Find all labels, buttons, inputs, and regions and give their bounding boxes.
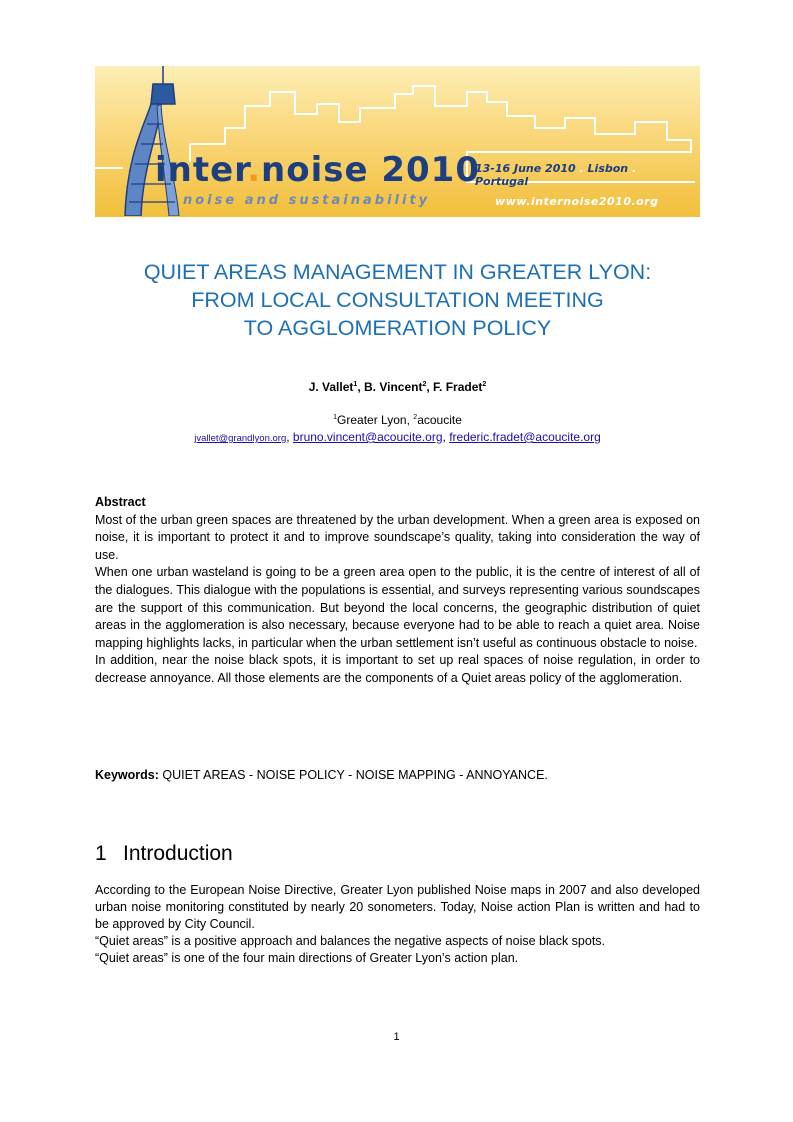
author-list: J. Vallet$^1$, B. Vincent$^2$, F. Fradet$^2$ xyxy=(308,380,487,394)
conference-logo xyxy=(155,150,480,190)
conference-country: Portugal xyxy=(475,175,529,188)
page-number: 1 xyxy=(393,1031,400,1043)
affil-1-marker: 1 xyxy=(333,414,338,421)
intro-paragraph-1: According to the European Noise Directive, Greater Lyon published Noise maps in 2007 and also developed urban noise monitoring constituted by nearly 20 sonometers. Today, Noise action Plan is written and had to be approved by City Council. xyxy=(95,883,700,931)
intro-paragraph-3: “Quiet areas” is one of the four main directions of Greater Lyon’s action plan. xyxy=(95,951,519,965)
author-2: B. Vincent xyxy=(363,380,423,394)
author-3-affiliation: 2 xyxy=(482,381,487,388)
abstract-paragraph-1: Most of the urban green spaces are threatened by the urban development. When a green area is exposed on noise, it is important to protect it and to improve soundscape’s quality, taking into consideration the way of use. xyxy=(95,512,700,562)
email-list: jvallet@grandlyon.org, bruno.vincent@acoucite.org, frederic.fradet@acoucite.org xyxy=(194,430,601,444)
conference-date: 13-16 June 2010 xyxy=(475,162,576,175)
section-heading xyxy=(95,842,233,866)
affil-2: acoucite xyxy=(417,413,462,427)
conference-url: www.internoise2010.org xyxy=(495,195,659,208)
intro-paragraph-2: “Quiet areas” is a positive approach and balances the negative aspects of noise black spots. xyxy=(95,934,606,948)
author-2-affiliation: 2 xyxy=(422,381,427,388)
affil-1: Greater Lyon, xyxy=(337,413,414,427)
author-1-affiliation: 1 xyxy=(353,381,358,388)
keywords-text: QUIET AREAS - NOISE POLICY - NOISE MAPPING - ANNOYANCE. xyxy=(158,768,548,782)
email-link-2[interactable]: bruno.vincent@acoucite.org xyxy=(292,430,443,444)
author-3: F. Fradet xyxy=(433,380,483,394)
tower-icon xyxy=(115,66,187,216)
paper-title xyxy=(95,258,700,342)
abstract-paragraph-3: In addition, near the noise black spots, it is important to set up real spaces of noise regulation, in order to decrease annoyance. All those elements are the components of a Quiet areas policy of the agglomeration. xyxy=(95,653,700,685)
logo-noise-text: noise 2010 xyxy=(261,150,480,190)
keywords xyxy=(95,768,700,782)
author-1: J. Vallet xyxy=(308,380,354,394)
logo-dot: . xyxy=(247,150,262,190)
email-link-3[interactable]: frederic.fradet@acoucite.org xyxy=(449,430,601,444)
title-line-1: QUIET AREAS MANAGEMENT IN GREATER LYON: xyxy=(143,260,652,284)
conference-city: Lisbon xyxy=(587,162,629,175)
abstract-heading: Abstract xyxy=(95,495,146,509)
section-number: 1 xyxy=(95,842,107,865)
introduction-body xyxy=(95,882,700,967)
affil-2-marker: 2 xyxy=(413,414,418,421)
section-title-text: Introduction xyxy=(123,842,233,865)
conference-subtitle: noise and sustainability xyxy=(183,193,431,208)
conference-dates: 13-16 June 2010 . Lisbon . Portugal xyxy=(475,162,637,188)
abstract-section xyxy=(95,494,700,688)
affiliations xyxy=(95,413,700,427)
keywords-label: Keywords: xyxy=(95,768,159,782)
abstract-paragraph-2: When one urban wasteland is going to be a green area open to the public, it is the centre of interest of all of the dialogues. This dialogue with the populations is essential, and surveys representing various soundscapes are the support of this communication. But beyond the local concerns, the geographic distribution of quiet areas in the agglomeration is also necessary, because everyone had to be able to reach a quiet area. Noise mapping highlights lacks, in particular when the urban settlement isn’t useful as continuous obstacle to noise. xyxy=(95,565,700,650)
conference-banner xyxy=(95,66,700,217)
title-line-2: FROM LOCAL CONSULTATION MEETING xyxy=(191,288,604,312)
logo-inter-text: inter xyxy=(155,150,248,190)
email-link-1[interactable]: jvallet@grandlyon.org xyxy=(194,433,287,444)
title-line-3: TO AGGLOMERATION POLICY xyxy=(243,316,552,340)
